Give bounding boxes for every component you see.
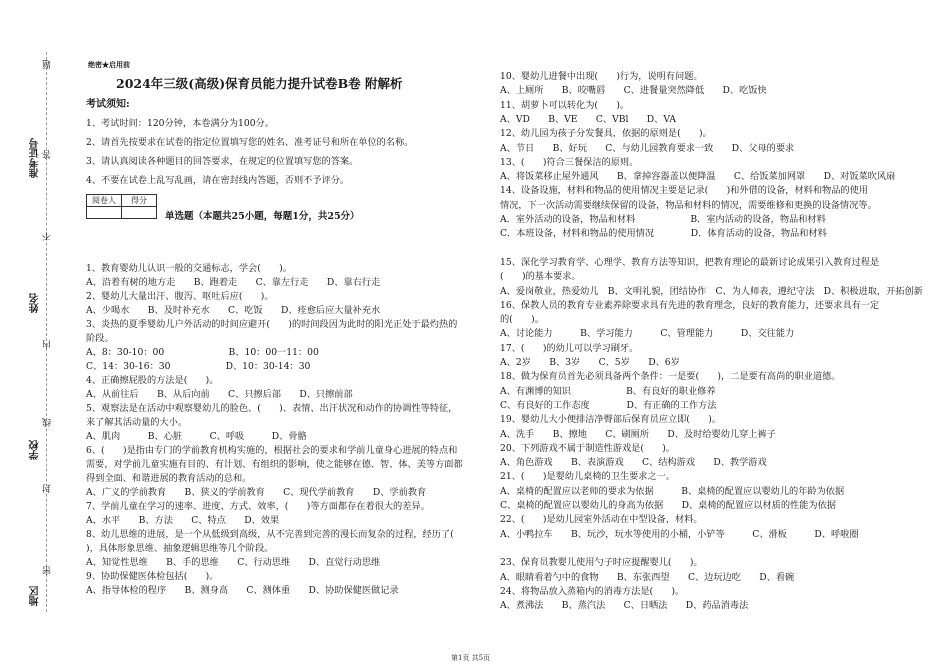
exam-no-label: 准考证号 [30,138,41,178]
question-line: 9、协助保健医体检包括( )。 [86,571,219,582]
question-line: 22、( )是幼儿园室外活动在中型设备，材料。 [500,514,703,526]
question-line: A、角色游戏 B、表演游戏 C、结构游戏 D、教学游戏 [500,457,767,469]
notice-item: 1、考试时间：120分钟，本卷满分为100分。 [86,118,274,129]
notice-item: 4、不要在试卷上乱写乱画，请在密封线内答题，否则不予评分。 [86,175,350,186]
question-line: A、知觉性思维 B、手的思维 C、行动思维 D、直觉行动思维 [86,557,381,568]
score-cell: 得分 [122,195,157,207]
question-line: A．室外活动的设备，物品和材料 B．室内活动的设备，物品和材料 [500,214,826,225]
question-line: 2、婴幼儿大量出汗、腹泻、呕吐后应( )。 [86,291,274,302]
seal-char: 题 [43,60,53,69]
question-line: A、从前往后 B、从后向前 C、只擦后部 D、只擦前部 [86,389,353,400]
page-number: 第1页 共5页 [451,654,491,662]
question-line: A、桌椅的配置应以老师的要求为依据 B、桌椅的配置应以婴幼儿的年龄为依据 [500,485,845,497]
question-line: 24、将物品放入蒸箱内的消毒方法是( )。 [500,585,685,597]
question-line: )，具体形象思维、抽象逻辑思维等几个阶段。 [86,543,274,554]
question-line: A、肌肉 B、心脏 C、呼吸 D、骨骼 [86,431,307,442]
question-line: 16、保教人员的教育专业素养除要求具有先进的教育理念，良好的教育能力，还要求具有一定 [500,299,880,311]
page-title: 2024年三级(高级)保育员能力提升试卷B卷 附解析 [116,76,403,91]
empty-cell[interactable] [87,207,122,219]
question-line: 10、婴幼儿进餐中出现( )行为，说明有问题。 [500,71,703,82]
question-line: A、2岁 B、3岁 C、5岁 D、6岁 [500,357,680,368]
question-line: 8、幼儿思维的进展，是一个从低级到高级，从不完善到完善的漫长而复杂的过程，经历了( [86,529,454,540]
question-line: C．本班设备，材料和物品的使用情况 D．体育活动的设备，物品和材料 [500,228,827,240]
notice-item: 2、请首先按要求在试卷的指定位置填写您的姓名、准考证号和所在单位的名称。 [86,137,414,148]
question-line: 23、保育员教婴儿使用勺子时应提醒婴儿( )。 [500,557,703,569]
seal-char: 密 [43,566,53,575]
school-label: 学校 [30,440,41,460]
question-line: A、VD B、VE C、VBl D、VA [500,113,676,125]
question-line: A、洗手 B、擦地 C、刷厕所 D、及时给婴幼儿穿上裤子 [500,428,776,440]
question-line: 4、正确擦屁股的方法是( )。 [86,375,219,386]
seal-char: 答 [43,150,53,159]
notice-heading: 考试须知: [86,99,130,110]
question-line: A、眼睛看着勺中的食物 B、东张西望 C、边玩边吃 D、看碗 [500,571,795,583]
question-line: 需要，对学前儿童实施有目的、有计划、有组织的影响，使之能够在德、智、体、美等方面都 [86,459,463,470]
question-line: A、指导体检的程序 B、测身高 C、测体重 D、协助保健医做记录 [86,585,399,596]
question-line: 11、胡萝卜可以转化为( )。 [500,99,630,111]
question-line: 13、( )符合三餐保洁的原则。 [500,156,639,168]
question-line: C、14：30-16：30 D、10：30-14：30 [86,361,311,372]
question-line: 7、学前儿童在学习的速率、进度、方式、效率，( )等方面都存在着很大的差异。 [86,501,430,512]
question-line: 6、( )是指由专门的学前教育机构实施的，根据社会的要求和学前儿童身心进展的特点和 [86,445,458,456]
question-line: 15、深化学习教育学、心理学、教育方法等知识，把教育理论的最新讨论成果引入教育过程是 [500,256,880,268]
question-line: ( )的基本要求。 [500,271,581,283]
question-line: 情况，下一次活动需要继续保留的设备，物品和材料的情况，需要维修和更换的设备情况等。 [500,199,877,211]
question-line: 1、教育婴幼儿认识一般的交通标志，学会( )。 [86,263,292,274]
question-line: A、爱岗敬业，热爱幼儿 B、文明礼貌，团结协作 C、为人师表，遵纪守法 D、积极进取，开拓创新 [500,285,923,297]
question-line: 3、炎热的夏季婴幼儿户外活动的时间应避开( )的时间段因为此时的阳光正处于最灼热的 [86,319,458,330]
question-line: A、8：30-10：00 B、10：00一11：00 [86,347,319,358]
area-label: 地区 [30,586,41,606]
seal-char: 内 [43,340,53,349]
seal-line [46,52,47,612]
question-line: 21、( )是婴幼儿桌椅的卫生要求之一。 [500,471,676,483]
name-label: 姓名 [30,293,41,313]
question-line: 得到全面、和谐进展的教育活动的总和。 [86,473,252,484]
question-line: A、将饭菜移止屋外通风 B、拿掉容器盖以便降温 C、给饭菜加网罩 D、对饭菜吹风扇 [500,171,896,183]
seal-char: 不 [43,232,53,241]
question-line: 19、婴幼儿大小便排洁净臀部后保育员应立即( )。 [500,414,721,426]
seal-char: 封 [43,484,53,493]
question-line: 12、幼儿园为孩子分发餐具，依据的原则是( )。 [500,128,712,140]
question-line: A、节日 B、好玩 C、与幼儿园教育要求一致 D、父母的要求 [500,142,795,154]
question-line: C、桌椅的配置应以婴幼儿的身高为依据 D、桌椅的配置应以材质的性能为依据 [500,500,836,511]
question-line: 14、设备设施，材料和物品的使用情况主要是记录( )和外借的设备，材料和物品的使用 [500,185,868,197]
question-line: A、上厕所 B、咬嘴唇 C、进餐量突然降低 D、吃饭快 [500,85,767,97]
secret-mark: 绝密★启用前 [88,60,130,69]
question-line: 5、观察法是在活动中观察婴幼儿的脸色、( )、表情、出汗状况和动作的协调性等特征， [86,403,458,414]
score-table [86,194,157,219]
question-line: 的( )。 [500,314,544,326]
empty-cell[interactable] [122,207,157,219]
notice-item: 3、请认真阅读各种题目的回答要求，在规定的位置填写您的答案。 [86,156,359,167]
question-line: A、水平 B、方法 C、特点 D、效果 [86,515,280,526]
question-line: A、有渊博的知识 B、有良好的职业修养 [500,385,716,397]
section-title: 单选题（本题共25小题，每题1分，共25分） [165,211,360,222]
seal-char: 线 [43,418,53,427]
question-line: A、讨论能力 B、学习能力 C、管理能力 D、交往能力 [500,328,795,340]
question-line: A、少喝水 B、及时补充水 C、吃饭 D、痊愈后应大量补充水 [86,305,381,316]
question-line: A、广义的学前教育 B、狭义的学前教育 C、现代学前教育 D、学前教育 [86,487,427,498]
question-line: 阶段。 [86,333,114,344]
reviewer-cell: 阅卷人 [87,195,122,207]
question-line: 20、下列游戏不属于制造性游戏是( )。 [500,442,676,454]
question-line: A、煮沸法 B、蒸汽法 C、日晒法 D、药品消毒法 [500,600,749,612]
question-line: A、小鸭拉车 B、玩沙，玩水等使用的小桶，小铲等 C、滑板 D、呼啦圈 [500,528,859,540]
question-line: C、有良好的工作态度 D、有正确的工作方法 [500,399,717,411]
question-line: 18、做为保育员首先必须具备两个条件：一是要( )，二是要有高尚的职业道德。 [500,371,841,383]
question-line: 来了解其活动量的大小。 [86,417,188,428]
question-line: 17、( )的幼儿可以学习刷牙。 [500,342,639,354]
question-line: A、沿着有树的地方走 B、跑着走 C、靠左行走 D、靠右行走 [86,277,381,288]
